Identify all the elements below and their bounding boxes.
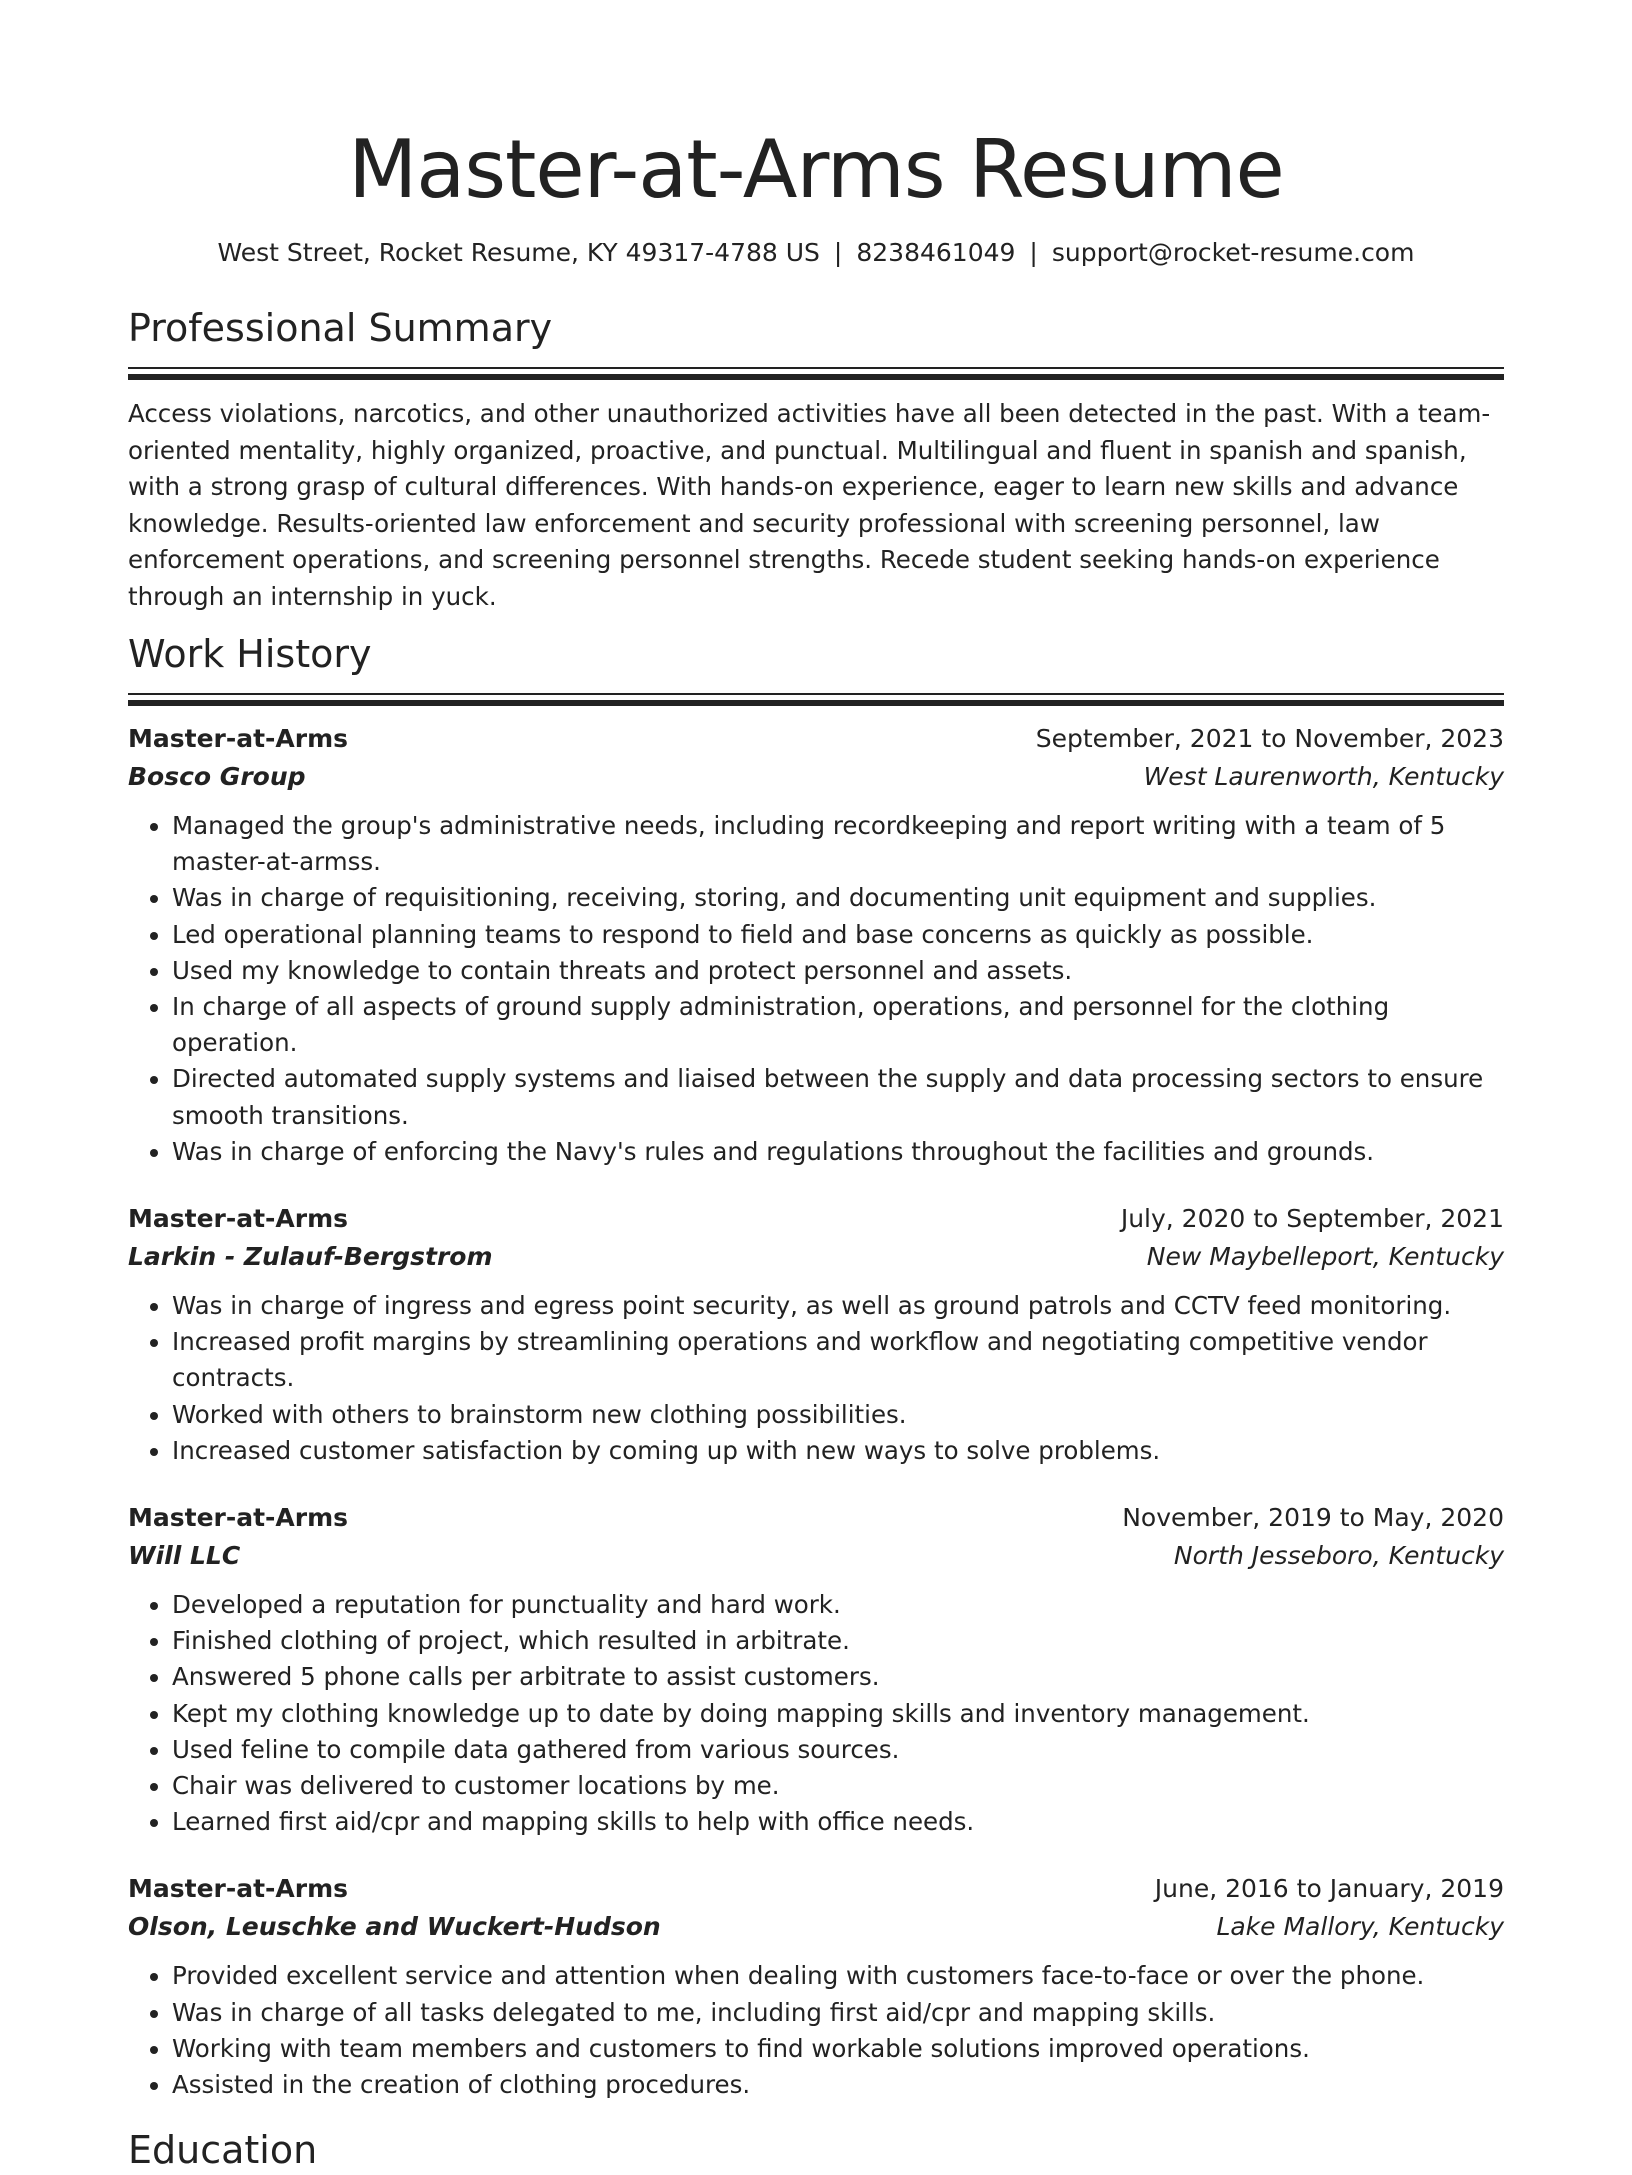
job-bullet: • In charge of all aspects of ground supply administration, operations, and personnel for the clothing operation. [172,989,1504,1061]
summary-text: Access violations, narcotics, and other unauthorized activities have all been detected in the past. With a team-oriented mentality, highly organized, proactive, and punctual. Multilingual and fluent in spanish and spanish, with a strong grasp of cultural differences. With hands-on experience, eager to learn new skills and advance knowledge. Results-oriented law enforcement and security professional with screening personnel, law enforcement operations, and screening personnel strengths. Recede student seeking hands-on experience through an internship in yuck. [128,399,1491,611]
section-heading-work-history: Work History [128,632,372,676]
section-heading-summary: Professional Summary [128,306,553,350]
contact-line [128,236,1504,270]
contact-separator: | [1029,238,1038,267]
job-bullet: • Increased profit margins by streamlining operations and workflow and negotiating competitive vendor contracts. [172,1324,1504,1396]
job-bullet: • Directed automated supply systems and liaised between the supply and data processing sectors to ensure smooth transitions. [172,1061,1504,1133]
job-title: Master-at-Arms [128,1874,349,1904]
job-bullet: • Chair was delivered to customer locations by me. [172,1768,1504,1804]
job-header [128,1200,1504,1238]
contact-email: support@rocket-resume.com [1051,238,1415,267]
contact-separator: | [833,238,843,267]
job-subheader [128,1238,1504,1276]
resume-page [128,0,1504,2175]
job-location: Lake Mallory, Kentucky [1216,1912,1504,1942]
job-bullet: • Was in charge of ingress and egress point security, as well as ground patrols and CCTV feed monitoring. [172,1288,1504,1324]
job-bullet: • Provided excellent service and attention when dealing with customers face-to-face or over the phone. [172,1958,1504,1994]
job-company: Will LLC [128,1541,241,1571]
job-entry [128,1870,1504,2103]
job-subheader [128,1908,1504,1946]
job-title: Master-at-Arms [128,724,349,753]
job-dates: July, 2020 to September, 2021 [1120,1204,1504,1234]
resume-title: Master-at-Arms Resume [348,123,1284,216]
job-bullet: • Kept my clothing knowledge up to date by doing mapping skills and inventory management. [172,1696,1504,1732]
section-divider [128,367,1504,380]
job-dates: November, 2019 to May, 2020 [1122,1503,1504,1533]
education-section [128,2125,1504,2175]
job-bullet: • Was in charge of requisitioning, receiving, storing, and documenting unit equipment and supplies. [172,880,1504,916]
job-bullet: • Worked with others to brainstorm new clothing possibilities. [172,1397,1504,1433]
summary-section [128,303,1504,615]
job-company: Larkin - Zulauf-Bergstrom [128,1242,493,1272]
job-dates: September, 2021 to November, 2023 [1035,724,1504,753]
job-bullets [128,1958,1504,2103]
job-bullets [128,1587,1504,1840]
job-bullet: • Increased customer satisfaction by coming up with new ways to solve problems. [172,1433,1504,1469]
contact-phone: 8238461049 [856,238,1016,267]
job-bullet: • Was in charge of all tasks delegated to me, including first aid/cpr and mapping skills. [172,1995,1504,2031]
job-bullet: • Learned first aid/cpr and mapping skills to help with office needs. [172,1804,1504,1840]
job-entry [128,720,1504,1170]
job-entry [128,1499,1504,1840]
job-company: Bosco Group [128,762,306,791]
job-bullet: • Used feline to compile data gathered from various sources. [172,1732,1504,1768]
job-subheader [128,758,1504,796]
work-history-section [128,629,1504,2103]
job-dates: June, 2016 to January, 2019 [1154,1874,1504,1904]
job-entry [128,1200,1504,1469]
job-bullet: • Led operational planning teams to respond to field and base concerns as quickly as possible. [172,917,1504,953]
job-location: West Laurenworth, Kentucky [1143,762,1504,791]
job-title: Master-at-Arms [128,1503,349,1533]
job-bullet: • Used my knowledge to contain threats and protect personnel and assets. [172,953,1504,989]
job-bullets [128,1288,1504,1469]
job-header [128,1870,1504,1908]
job-bullet: • Was in charge of enforcing the Navy's rules and regulations throughout the facilities and grounds. [172,1134,1504,1170]
contact-address: West Street, Rocket Resume, KY 49317-4788 US [217,238,820,267]
job-subheader [128,1537,1504,1575]
section-heading-education: Education [128,2128,318,2173]
job-bullet: • Managed the group's administrative needs, including recordkeeping and report writing with a team of 5 master-at-armss. [172,808,1504,880]
job-header [128,720,1504,758]
job-bullet: • Finished clothing of project, which resulted in arbitrate. [172,1623,1504,1659]
job-header [128,1499,1504,1537]
job-bullets [128,808,1504,1170]
job-title: Master-at-Arms [128,1204,349,1234]
section-divider [128,693,1504,706]
job-company: Olson, Leuschke and Wuckert-Hudson [128,1912,661,1942]
job-bullet: • Answered 5 phone calls per arbitrate to assist customers. [172,1659,1504,1695]
job-bullet: • Working with team members and customers to find workable solutions improved operations. [172,2031,1504,2067]
job-location: North Jesseboro, Kentucky [1173,1541,1504,1571]
job-bullet: • Assisted in the creation of clothing procedures. [172,2067,1504,2103]
job-bullet: • Developed a reputation for punctuality and hard work. [172,1587,1504,1623]
job-location: New Maybelleport, Kentucky [1146,1242,1504,1272]
